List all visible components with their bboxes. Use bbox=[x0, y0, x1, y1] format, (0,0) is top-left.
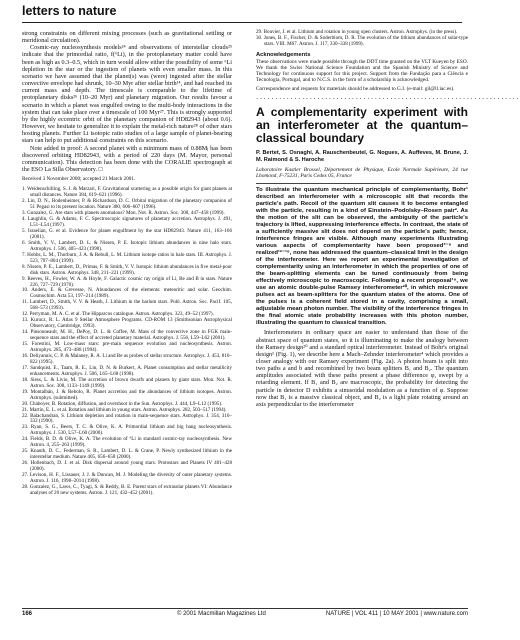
reference-item: 13. Kurucz, R. L. Atlas 9 Stellar Atmosphere Programs. CD-ROM 13 (Smithsonian Astrophysical Observatory, Cambridge, 1993). bbox=[22, 317, 232, 330]
reference-item: 5. Israelian, G. et al. Evidence for planet engulfment by the star HD82943. Nature 411, 163–166 (2001). bbox=[22, 227, 232, 240]
reference-item: 30. Jones, B. F., Fischer, D. & Soderblom, D. R. The evolution of the lithium abundances of solar-type stars. VIII. M67. Astron. J. 117, 330–338 (1999). bbox=[256, 34, 468, 47]
reference-item: 22. Balachandran, S. Lithium depletion and rotation in main-sequence stars. Astrophys. J. 354, 310–332 (1990). bbox=[22, 412, 232, 425]
reference-item: 12. Perryman, M. A. C. et al. The Hipparcos catalogue. Astron. Astrophys. 323, 49–52 (1997). bbox=[22, 311, 214, 318]
reference-item: 7. Hobbs, L. M., Thorburn, J. A. & Rebull, L. M. Lithium isotope ratios in halo stars. III. Astrophys. J. 523, 797–804 (1999). bbox=[22, 251, 232, 264]
reference-item: 9. Reeves, H., Fowler, W. A. & Hoyle, F. Galactic cosmic ray origin of Li, Be and B in stars. Nature 226, 727–729 (1970). bbox=[22, 275, 232, 288]
right-column bbox=[256, 29, 520, 408]
page-number: 166 bbox=[22, 611, 33, 617]
reference-item: 1. Weidenschilling, S. J. & Marzari, F. Gravitational scattering as a possible origin for giant planets at small distances. Nature 384, 619–621 (1996). bbox=[22, 186, 232, 199]
reference-item: 10. Anders, E. & Grevesse, N. Abundances of the elements: meteoritic and solar. Geochim. Cosmochim. Acta 53, 197–214 (1989). bbox=[22, 287, 232, 300]
article-authors: P. Bertet, S. Osnaghi, A. Rauschenbeutel, G. Nogues, A. Auffeves, M. Brune, J. M. Raimond & S. Haroche bbox=[256, 149, 468, 163]
received-line: Received 3 November 2000; accepted 21 March 2001. bbox=[22, 176, 136, 183]
acknowledgements-heading: Acknowledgements bbox=[256, 51, 311, 58]
section-title: letters to nature bbox=[22, 4, 117, 18]
reference-item: 2. Lin, D. N., Bodenheimer, P. & Richardson, D. C. Orbital migration of the planetary companion of 51 Pegasi to its present location. Nature 380, 606–607 (1996). bbox=[22, 198, 232, 211]
reference-item: 17. Sandquist, E., Taam, R. E., Lin, D. N. & Burkert, A. Planet consumption and stellar metallicity enhancements. Astrophys. J. 506, L65–L68 (1998). bbox=[22, 364, 232, 377]
reference-item: 20. Chaboyer, B. Rotation, diffusion, and overshoot in the Sun. Astrophys. J. 444, L9–L12 (1995). bbox=[22, 400, 223, 407]
section-divider: ····································································· bbox=[256, 95, 520, 104]
left-paragraph: strong constraints on different mixing processes (such as gravitational settling or meridional circulation). bbox=[22, 30, 232, 45]
reference-item: 19. Montalbán, J. & Rebolo, R. Planet accretion and the abundances of lithium isotopes. Astron. Astrophys. (submitted). bbox=[22, 388, 232, 401]
body-paragraph: Interferometers in ordinary space are easier to understand than those of the abstract space of quantum states, so it is illuminating to make the analogy between the Ramsey design²⁰ and a standard optical interferometer. Instead of Bohr's original design¹ (Fig. 1), we describe here a Mach–Zehnder interferometer⁴ which provides a closer analogy with our Ramsey experiment (Fig. 2a). A photon beam is split into two paths a and b and recombined by two beam splitters B₁ and B₂. The quantum amplitudes associated with these paths present a phase difference φ, swept by a retarding element. If B₁ and B₂ are macroscopic, the probability for detecting the particle in detector D exhibits a sinusoidal modulation as a function of φ. Suppose now that B₁ is a massive classical object, and B₂ is a light plate rotating around an axis perpendicular to the interferometer bbox=[256, 329, 468, 408]
left-paragraph: Cosmic-ray nucleosynthesis models²⁴ and observations of interstellar clouds²⁵ indicate that the primordial ratio, f(⁶Li), in the protoplanetary matter could have been as high as 0.3–0.5, which in turn would allow either the possibility of some ⁶Li depletion in the star or the ingestion of planets with even smaller mass. In this scenario we have assumed that the planet(s) was (were) ingested after the stellar convective envelope had shrunk, 10–30 Myr after stellar birth¹⁴, and had reached its current mass and depth. The timescale is comparable to the lifetime of protoplanetary disks²⁶ (10–20 Myr) and planetary migration. Our results favour a scenario in which a planet was engulfed owing to the multi-body interactions in the system that can take place over a timescale of 100 Myr²⁷. This is strongly supported by the highly eccentric orbit of the planetary companion of HD82943 (about 0.6). However, we hesitate to generalize it to explain the metal-rich nature²⁸ of other stars hosting planets. Further Li isotopic ratio studies of a large sample of planet-bearing stars can help to put additional constraints on this scenario. bbox=[22, 44, 232, 145]
author-affiliation: Laboratoire Kastler Brossel, Département de Physique, Ecole Normale Supérieure, 24 rue Lhomond, F-75231, Paris Cedex 05, France bbox=[256, 166, 468, 180]
reference-item: 18. Siess, L. & Livio, M. The accretion of brown dwarfs and planets by giant stars. Mon. Not. R. Astron. Soc. 308, 1133–1149 (1999). bbox=[22, 376, 232, 389]
correspondence-text: Correspondence and requests for materials should be addressed to G.I. (e-mail: gil@ll.iac.es). bbox=[256, 86, 455, 93]
header-rule bbox=[22, 22, 462, 23]
journal-info: NATURE | VOL 411 | 10 MAY 2001 | www.nature.com bbox=[325, 611, 468, 617]
reference-list bbox=[22, 187, 232, 497]
reference-item: 26. Hollenbach, D. J. et al. Disk dispersal around young stars. Protostars and Planets IV 401–428 (2000). bbox=[22, 460, 232, 473]
left-paragraph: Note added in proof: A second planet with a minimum mass of 0.88Mⱼ has been discovered orbiting HD82943, with a period of 220 days (M. Mayor, personal communication). This detection has been done with the CORALIE spectrograph at the ESO La Silla Observatory. □ bbox=[22, 144, 232, 173]
reference-item: 16. Deliyannis, C. P. & Malaney, R. A. Li and Be as probes of stellar structure. Astrophys. J. 453, 810–822 (1995). bbox=[22, 352, 232, 365]
reference-item: 23. Ryan, S. G., Beers, T. C. & Olive, K. A. Primordial lithium and big bang nucleosynthesis. Astrophys. J. 530, L57–L60 (2000). bbox=[22, 424, 232, 437]
abstract: To illustrate the quantum mechanical principle of complementarity, Bohr¹ described an interferometer with a microscopic slit that records the particle's path. Recoil of the quantum slit causes it to become entangled with the particle, resulting in a kind of Einstein–Podolsky–Rosen pair². As the motion of the slit can be observed, the ambiguity of the particle's trajectory is lifted, suppressing interference effects. In contrast, the state of a sufficiently massive slit does not depend on the particle's path; hence, interference fringes are visible. Although many experiments illustrating various aspects of complementarity have been proposed³⁻⁸ and realized¹²⁻¹⁸, none has addressed the quantum–classical limit in the design of the interferometer. Here we report an experimental investigation of complementarity using an interferometer in which the properties of one of the beam-splitting elements can be tuned continuously from being effectively microscopic to macroscopic. Following a recent proposal¹⁹, we use an atomic double-pulse Ramsey interferometer²⁰, in which microwave pulses act as beam-splitters for the quantum states of the atoms. One of the pulses is a coherent field stored in a cavity, comprising a small, adjustable mean photon number. The visibility of the interference fringes in the final atomic state probability increases with this photon number, illustrating the quantum to classical transition. bbox=[256, 187, 468, 327]
copyright: © 2001 Macmillan Magazines Ltd bbox=[177, 611, 266, 617]
reference-item: 24. Fields, B. D. & Olive, K. A. The evolution of ⁶Li in standard cosmic-ray nucleosynthesis. New Astron. 4, 255–263 (1999). bbox=[22, 436, 232, 449]
reference-item: 8. Nissen, P. E., Lambert, D., Primas, F. & Smith, V. V. Isotopic lithium abundances in five metal-poor disk stars. Astron. Astrophys. 348, 211–221 (1999). bbox=[22, 263, 232, 276]
reference-item: 28. Gonzalez, G., Laws, C., Tyagi, S. & Reddy, B. E. Parent stars of extrasolar planets VI: Abundance analyses of 20 new systems. Astron. J. 121, 432–452 (2001). bbox=[22, 483, 232, 496]
article-title: A complementarity experiment with an interferometer at the quantum–classical boundary bbox=[256, 104, 468, 145]
reference-item: 27. Levison, H. F., Lissauer, J. J. & Duncan, M. J. Modeling the diversity of outer planetary systems. Astron. J. 116, 1998–2014 (1998). bbox=[22, 472, 232, 484]
reference-item: 15. Forestini, M. Low-mass stars: pre-main sequence evolution and nucleosynthesis. Astron. Astrophys. 285, 473–488 (1994). bbox=[22, 341, 232, 354]
page-footer bbox=[22, 608, 468, 617]
reference-item: 14. Pinsonneault, M. H., DePoy, D. L. & Coffee, M. Mass of the convective zone in FGK main-sequence stars and the effect of accreted planetary material. Astrophys. J. 556, L59–L62 (2001). bbox=[22, 329, 232, 342]
reference-item: 4. Laughlin, G. & Adams, F. C. Spectroscopic signatures of planetary accretion. Astrophys. J. 491, L51–L54 (1997). bbox=[22, 216, 232, 228]
reference-item: 25. Knauth, D. C., Federman, S. R., Lambert, D. L. & Crane, P. Newly synthesized lithium in the interstellar medium. Nature 405, 656–658 (2000). bbox=[22, 448, 232, 461]
reference-item: 6. Smith, V. V., Lambert, D. L. & Nissen, P. E. Isotopic lithium abundances in nine halo stars. Astrophys. J. 506, 405–423 (1998). bbox=[22, 239, 232, 252]
reference-list-continued bbox=[256, 30, 468, 48]
journal-header bbox=[22, 4, 116, 18]
reference-item: 3. Gonzalez, G. Are stars with planets anomalous? Mon. Not. R. Astron. Soc. 308, 447–458 (1999). bbox=[22, 210, 225, 217]
reference-item: 21. Martín, E. L. et al. Rotation and lithium in young stars. Astron. Astrophys. 282, 503–517 (1994). bbox=[22, 406, 227, 413]
reference-item: 29. Bouvier, J. et al. Lithium and rotation in young open clusters. Astron. Astrophys. (in the press). bbox=[256, 29, 458, 35]
acknowledgements-text: These observations were made possible through the DDT time granted on the VLT Kueyen by ESO. We thank the Swiss National Science Foundation and the Spanish Ministry of Science and Technology for continuous support for this project. Support from the Fundação para a Ciência e Tecnologia, Portugal, and to N.C.S. in the form of a scholarship is acknowledged. bbox=[256, 59, 468, 84]
reference-item: 11. Lambert, D., Smith, V. V. & Heath, J. Lithium in the barium stars. Publ. Astron. Soc. Pacif. 105, 568–573 (1993). bbox=[22, 299, 232, 312]
rule bbox=[256, 183, 468, 184]
left-column bbox=[22, 30, 232, 497]
